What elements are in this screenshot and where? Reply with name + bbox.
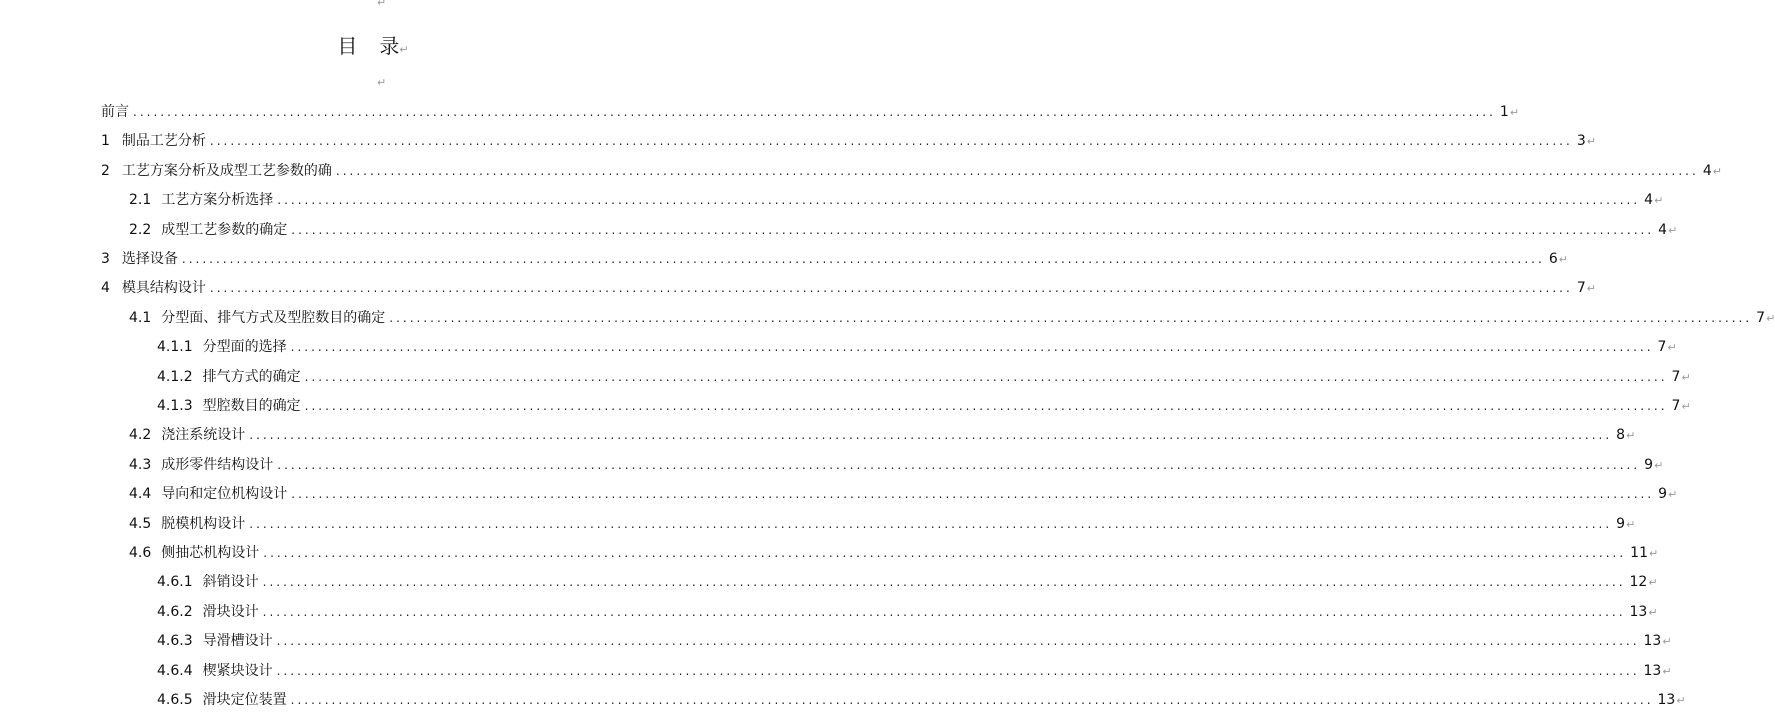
toc-entry-number: 4.6.3 bbox=[157, 633, 193, 650]
toc-page-number: 7 bbox=[1657, 339, 1667, 356]
toc-entry-number: 2 bbox=[101, 162, 110, 179]
toc-page-number: 4 bbox=[1658, 221, 1668, 238]
paragraph-mark: ↵ bbox=[1676, 694, 1686, 707]
toc-entry[interactable] bbox=[129, 539, 1659, 568]
toc-leader-dots: ........................................................................................................................................................................................................ bbox=[291, 222, 1655, 237]
toc-page-number: 9 bbox=[1658, 486, 1668, 503]
toc-page-number: 7 bbox=[1671, 398, 1681, 414]
toc-entry-title: 滑块定位装置 bbox=[202, 692, 287, 708]
toc-leader-dots: ........................................................................................................................................................................................................ bbox=[181, 252, 1545, 266]
toc-entry[interactable] bbox=[157, 657, 1672, 686]
toc-entry-label bbox=[129, 510, 245, 539]
toc-page-number: 3 bbox=[1576, 133, 1586, 150]
toc-entry-label bbox=[129, 421, 245, 450]
paragraph-mark: ↵ bbox=[1586, 135, 1596, 149]
toc-entry-number: 4.6 bbox=[129, 545, 152, 561]
toc-leader-dots: ........................................................................................................................................................................................................ bbox=[262, 575, 1626, 590]
toc-entry[interactable] bbox=[129, 451, 1664, 480]
toc-page-number: 8 bbox=[1616, 427, 1626, 444]
toc-leader-dots: ........................................................................................................................................................................................................ bbox=[209, 134, 1573, 149]
toc-entry[interactable] bbox=[101, 127, 1596, 156]
toc-entry[interactable] bbox=[157, 392, 1691, 421]
toc-page-number: 7 bbox=[1671, 368, 1681, 385]
toc-entry-number: 4.6.5 bbox=[157, 692, 193, 708]
toc-entry-title: 楔紧块设计 bbox=[202, 662, 273, 679]
toc-page-number: 13 bbox=[1629, 603, 1648, 620]
toc-page-number: 7 bbox=[1756, 309, 1766, 326]
toc-entry-title: 滑块设计 bbox=[202, 603, 259, 620]
toc-page-number: 11 bbox=[1630, 545, 1648, 561]
toc-entry-title: 成型工艺参数的确定 bbox=[161, 221, 288, 238]
toc-entry[interactable] bbox=[101, 245, 1568, 274]
toc-entry-title: 导向和定位机构设计 bbox=[161, 486, 288, 503]
toc-page-number: 13 bbox=[1657, 692, 1676, 708]
toc-leader-dots: ........................................................................................................................................................................................................ bbox=[249, 428, 1613, 443]
toc-entry-label bbox=[157, 363, 301, 392]
paragraph-mark: ↵ bbox=[1509, 106, 1520, 119]
toc-entry-label bbox=[101, 245, 178, 274]
toc-entry-title: 排气方式的确定 bbox=[202, 368, 301, 385]
paragraph-mark: ↵ bbox=[377, 76, 387, 89]
toc-entry-number: 4.6.1 bbox=[157, 574, 193, 591]
toc-leader-dots: ........................................................................................................................................................................................................ bbox=[304, 369, 1668, 384]
toc-entry[interactable] bbox=[129, 304, 1775, 333]
toc-page-number: 4 bbox=[1644, 192, 1654, 209]
paragraph-mark: ↵ bbox=[1766, 311, 1775, 325]
paragraph-mark: ↵ bbox=[1648, 576, 1658, 590]
toc-entry-label bbox=[129, 304, 385, 333]
paragraph-mark: ↵ bbox=[1558, 253, 1568, 266]
toc-page-number: 13 bbox=[1643, 633, 1662, 650]
toc-entry[interactable] bbox=[157, 333, 1677, 362]
title-char-1: 目 bbox=[337, 34, 358, 58]
paragraph-mark: ↵ bbox=[1681, 400, 1691, 413]
toc-entry-label bbox=[129, 216, 287, 245]
toc-entry-title: 模具结构设计 bbox=[121, 280, 206, 297]
toc-entry-title: 浇注系统设计 bbox=[161, 427, 246, 444]
toc-entry[interactable] bbox=[101, 157, 1722, 186]
toc-entry-title: 分型面、排气方式及型腔数目的确定 bbox=[161, 309, 386, 326]
paragraph-mark: ↵ bbox=[1648, 547, 1659, 560]
toc-page-number: 6 bbox=[1548, 251, 1558, 267]
paragraph-mark: ↵ bbox=[1626, 517, 1636, 531]
toc-entry-number: 4.5 bbox=[129, 515, 152, 532]
toc-entry-title: 导滑槽设计 bbox=[202, 633, 273, 650]
toc-page-number: 13 bbox=[1643, 662, 1662, 679]
toc-entry-number: 4.1.2 bbox=[157, 368, 193, 385]
toc-entry-title: 制品工艺分析 bbox=[121, 133, 206, 150]
paragraph-mark: ↵ bbox=[1586, 282, 1596, 296]
toc-entry-title: 斜销设计 bbox=[202, 574, 259, 591]
toc-entry-title: 成形零件结构设计 bbox=[161, 456, 274, 473]
paragraph-mark: ↵ bbox=[1662, 635, 1672, 649]
toc-page-number: 12 bbox=[1629, 574, 1648, 591]
toc-entry-label bbox=[129, 539, 259, 568]
toc-entry-label bbox=[157, 657, 273, 686]
toc-entry-number: 4.1.1 bbox=[157, 339, 193, 356]
toc-page-number: 1 bbox=[1499, 104, 1509, 120]
paragraph-mark: ↵ bbox=[1648, 605, 1658, 619]
paragraph-mark: ↵ bbox=[377, 0, 387, 9]
toc-leader-dots: ........................................................................................................................................................................................................ bbox=[276, 634, 1640, 649]
toc-page-number: 9 bbox=[1644, 456, 1654, 473]
paragraph-mark: ↵ bbox=[1626, 429, 1636, 443]
toc-entry[interactable] bbox=[157, 363, 1691, 392]
toc-entry-number: 2.1 bbox=[129, 192, 152, 209]
toc-entry-label bbox=[101, 157, 332, 186]
paragraph-mark: ↵ bbox=[1712, 164, 1722, 178]
toc-entry-number: 4.6.2 bbox=[157, 603, 193, 620]
toc-entry-label bbox=[129, 186, 273, 215]
toc-entry-label bbox=[101, 98, 129, 127]
toc-leader-dots: ........................................................................................................................................................................................................ bbox=[290, 693, 1654, 707]
toc-entry-number: 4.3 bbox=[129, 456, 152, 473]
toc-leader-dots: ........................................................................................................................................................................................................ bbox=[277, 457, 1641, 472]
toc-leader-dots: ........................................................................................................................................................................................................ bbox=[263, 546, 1627, 560]
toc-entry-label bbox=[157, 598, 259, 627]
toc-entry-number: 4.6.4 bbox=[157, 662, 193, 679]
toc-page-number: 7 bbox=[1576, 280, 1586, 297]
paragraph-mark: ↵ bbox=[1654, 458, 1664, 472]
toc-entry[interactable] bbox=[157, 686, 1686, 715]
toc-entry-label bbox=[157, 392, 301, 421]
toc-entry[interactable] bbox=[157, 598, 1658, 627]
paragraph-mark: ↵ bbox=[1667, 341, 1677, 355]
toc-entry[interactable] bbox=[101, 274, 1596, 303]
toc-leader-dots: ........................................................................................................................................................................................................ bbox=[290, 340, 1654, 355]
toc-page-number: 9 bbox=[1616, 515, 1626, 532]
toc-entry-title: 工艺方案分析及成型工艺参数的确 bbox=[121, 162, 332, 179]
toc-entry-label bbox=[129, 451, 273, 480]
toc-entry-label bbox=[157, 568, 259, 597]
toc-entry[interactable] bbox=[129, 186, 1664, 215]
toc-entry-label bbox=[157, 333, 287, 362]
toc-entry[interactable] bbox=[129, 480, 1678, 509]
toc-leader-dots: ........................................................................................................................................................................................................ bbox=[304, 399, 1668, 413]
toc-entry-number: 3 bbox=[101, 251, 110, 267]
toc-entry-title: 前言 bbox=[101, 104, 129, 120]
paragraph-mark: ↵ bbox=[1662, 664, 1672, 678]
toc-leader-dots: ........................................................................................................................................................................................................ bbox=[291, 487, 1655, 502]
toc-entry-label bbox=[157, 627, 273, 656]
paragraph-mark: ↵ bbox=[399, 43, 409, 56]
title-char-2: 录 bbox=[379, 34, 400, 58]
toc-entry-title: 工艺方案分析选择 bbox=[161, 192, 274, 209]
toc-leader-dots: ........................................................................................................................................................................................................ bbox=[133, 105, 1496, 119]
paragraph-mark: ↵ bbox=[1654, 194, 1664, 208]
toc-entry-number: 2.2 bbox=[129, 221, 152, 238]
toc-entry-number: 4.4 bbox=[129, 486, 152, 503]
toc-entry-number: 4.2 bbox=[129, 427, 152, 444]
toc-leader-dots: ........................................................................................................................................................................................................ bbox=[249, 516, 1613, 531]
page-title bbox=[0, 30, 746, 59]
toc-entry[interactable] bbox=[129, 510, 1636, 539]
toc-entry[interactable] bbox=[129, 421, 1636, 450]
toc-entry-title: 侧抽芯机构设计 bbox=[161, 545, 260, 561]
toc-entry-title: 脱模机构设计 bbox=[161, 515, 246, 532]
toc-entry[interactable] bbox=[101, 98, 1520, 127]
paragraph-mark: ↵ bbox=[1668, 223, 1678, 237]
toc-leader-dots: ........................................................................................................................................................................................................ bbox=[389, 310, 1753, 325]
toc-leader-dots: ........................................................................................................................................................................................................ bbox=[335, 163, 1699, 178]
toc-entry[interactable] bbox=[157, 627, 1672, 656]
toc-entry-number: 4.1.3 bbox=[157, 398, 193, 414]
toc-entry-title: 选择设备 bbox=[121, 251, 178, 267]
toc-entry-title: 型腔数目的确定 bbox=[202, 398, 301, 414]
toc-entry-label bbox=[129, 480, 287, 509]
toc-leader-dots: ........................................................................................................................................................................................................ bbox=[262, 604, 1626, 619]
toc-entry[interactable] bbox=[157, 568, 1658, 597]
toc-entry[interactable] bbox=[129, 216, 1678, 245]
paragraph-mark: ↵ bbox=[1681, 370, 1691, 384]
toc-page-number: 4 bbox=[1702, 162, 1712, 179]
toc-entry-label bbox=[101, 127, 206, 156]
toc-entry-label bbox=[101, 274, 206, 303]
toc-entry-number: 4.1 bbox=[129, 309, 152, 326]
toc-leader-dots: ........................................................................................................................................................................................................ bbox=[277, 193, 1641, 208]
toc-entry-title: 分型面的选择 bbox=[202, 339, 287, 356]
toc-leader-dots: ........................................................................................................................................................................................................ bbox=[276, 663, 1640, 678]
toc-entry-number: 4 bbox=[101, 280, 110, 297]
toc-leader-dots: ........................................................................................................................................................................................................ bbox=[209, 281, 1573, 296]
paragraph-mark: ↵ bbox=[1668, 488, 1678, 502]
toc-entry-label bbox=[157, 686, 287, 715]
toc-entry-number: 1 bbox=[101, 133, 110, 150]
